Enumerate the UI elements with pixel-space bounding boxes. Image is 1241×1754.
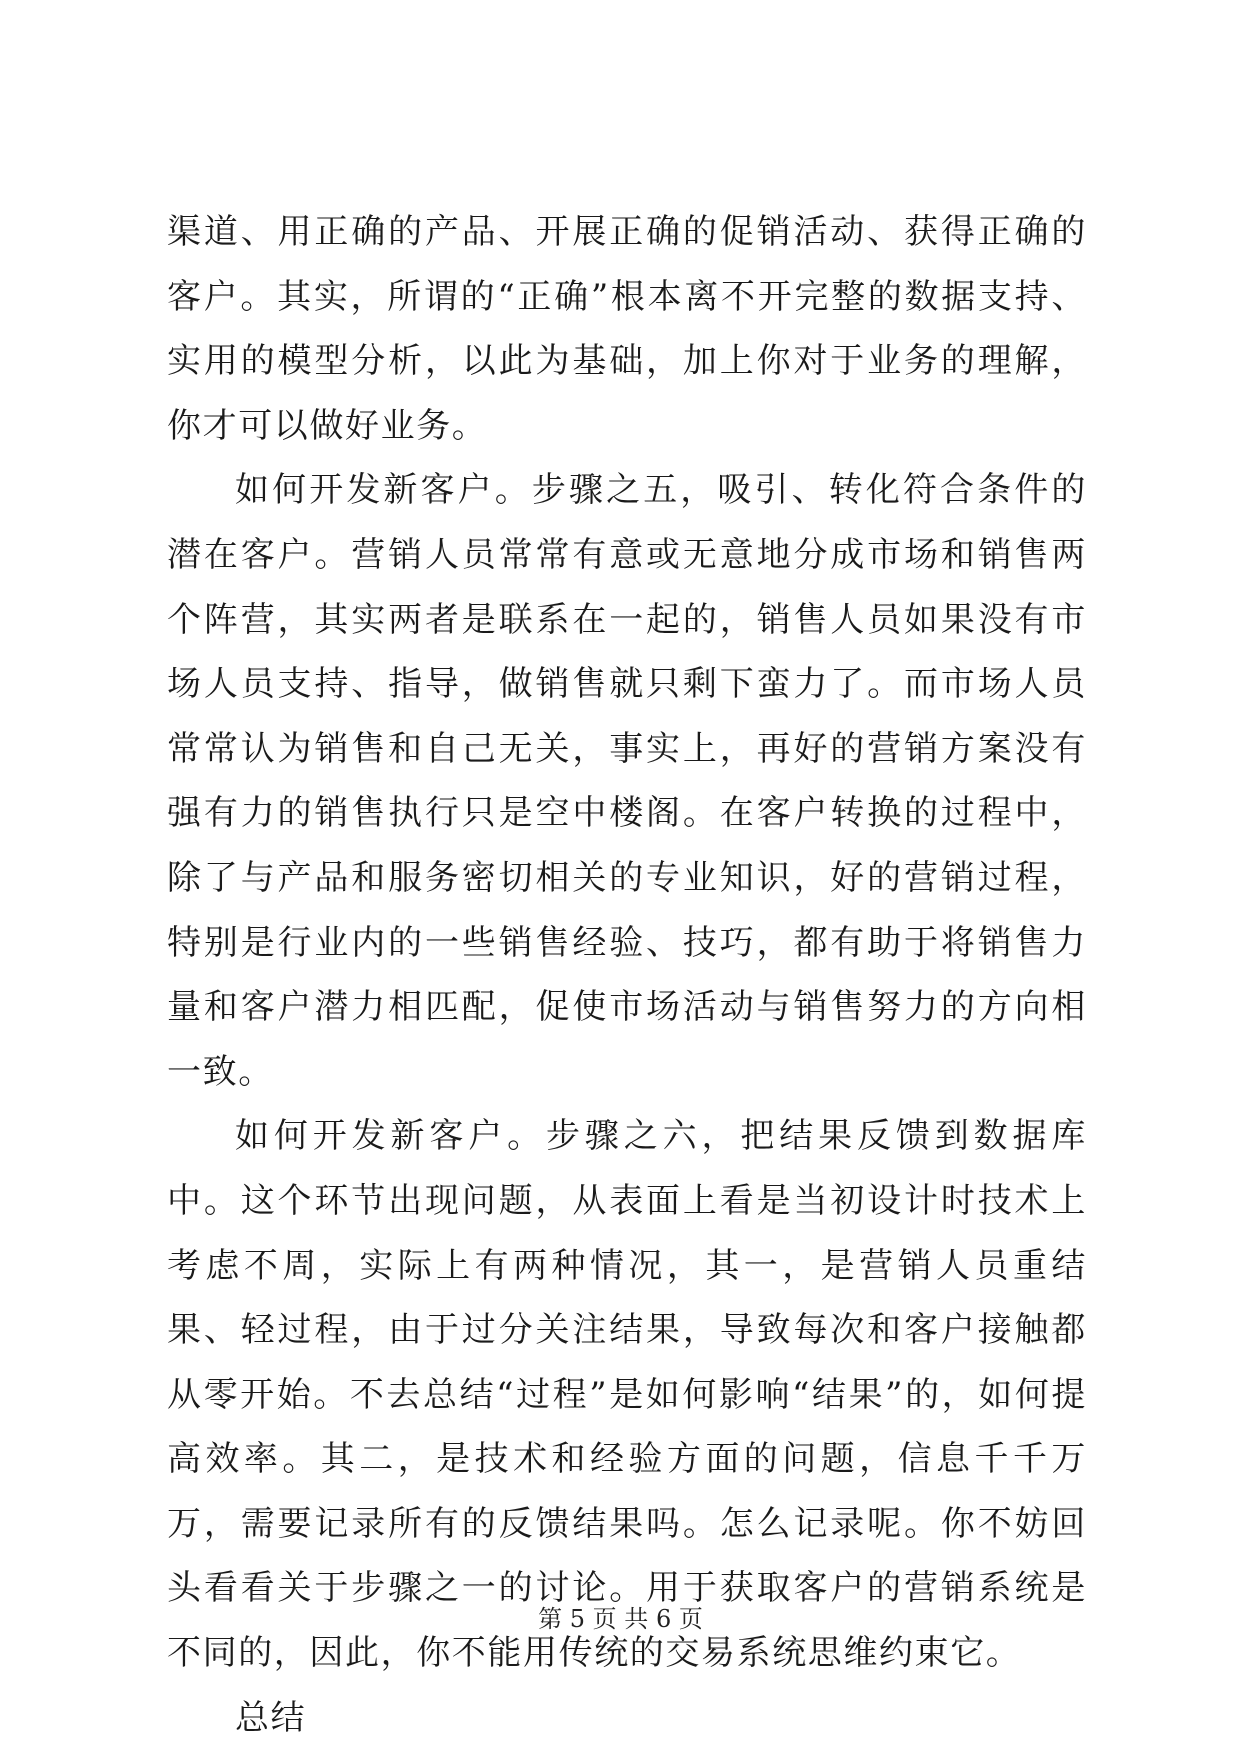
paragraph-step-six: 如何开发新客户。步骤之六，把结果反馈到数据库中。这个环节出现问题，从表面上看是当初设计时技术上考虑不周，实际上有两种情况，其一，是营销人员重结果、轻过程，由于过分关注结果，导致每次和客户接触都从零开始。不去总结“过程”是如何影响“结果”的，如何提高效率。其二，是技术和经验方面的问题，信息千千万万，需要记录所有的反馈结果吗。怎么记录呢。你不妨回头看看关于步骤之一的讨论。用于获取客户的营销系统是不同的，因此，你不能用传统的交易系统思维约束它。: [167, 1116, 1087, 1674]
document-body: [167, 200, 1087, 1750]
page-number-footer: 第 5 页 共 6 页: [538, 1605, 703, 1633]
paragraph-step-five: 如何开发新客户。步骤之五，吸引、转化符合条件的潜在客户。营销人员常常有意或无意地分成市场和销售两个阵营，其实两者是联系在一起的，销售人员如果没有市场人员支持、指导，做销售就只剩下蛮力了。而市场人员常常认为销售和自己无关，事实上，再好的营销方案没有强有力的销售执行只是空中楼阁。在客户转换的过程中，除了与产品和服务密切相关的专业知识，好的营销过程，特别是行业内的一些销售经验、技巧，都有助于将销售力量和客户潜力相匹配，促使市场活动与销售努力的方向相一致。: [167, 470, 1087, 1092]
section-heading-summary: 总结: [235, 1697, 307, 1738]
paragraph-continuation: 渠道、用正确的产品、开展正确的促销活动、获得正确的客户。其实，所谓的“正确”根本离不开完整的数据支持、实用的模型分析，以此为基础，加上你对于业务的理解，你才可以做好业务。: [167, 212, 1087, 446]
